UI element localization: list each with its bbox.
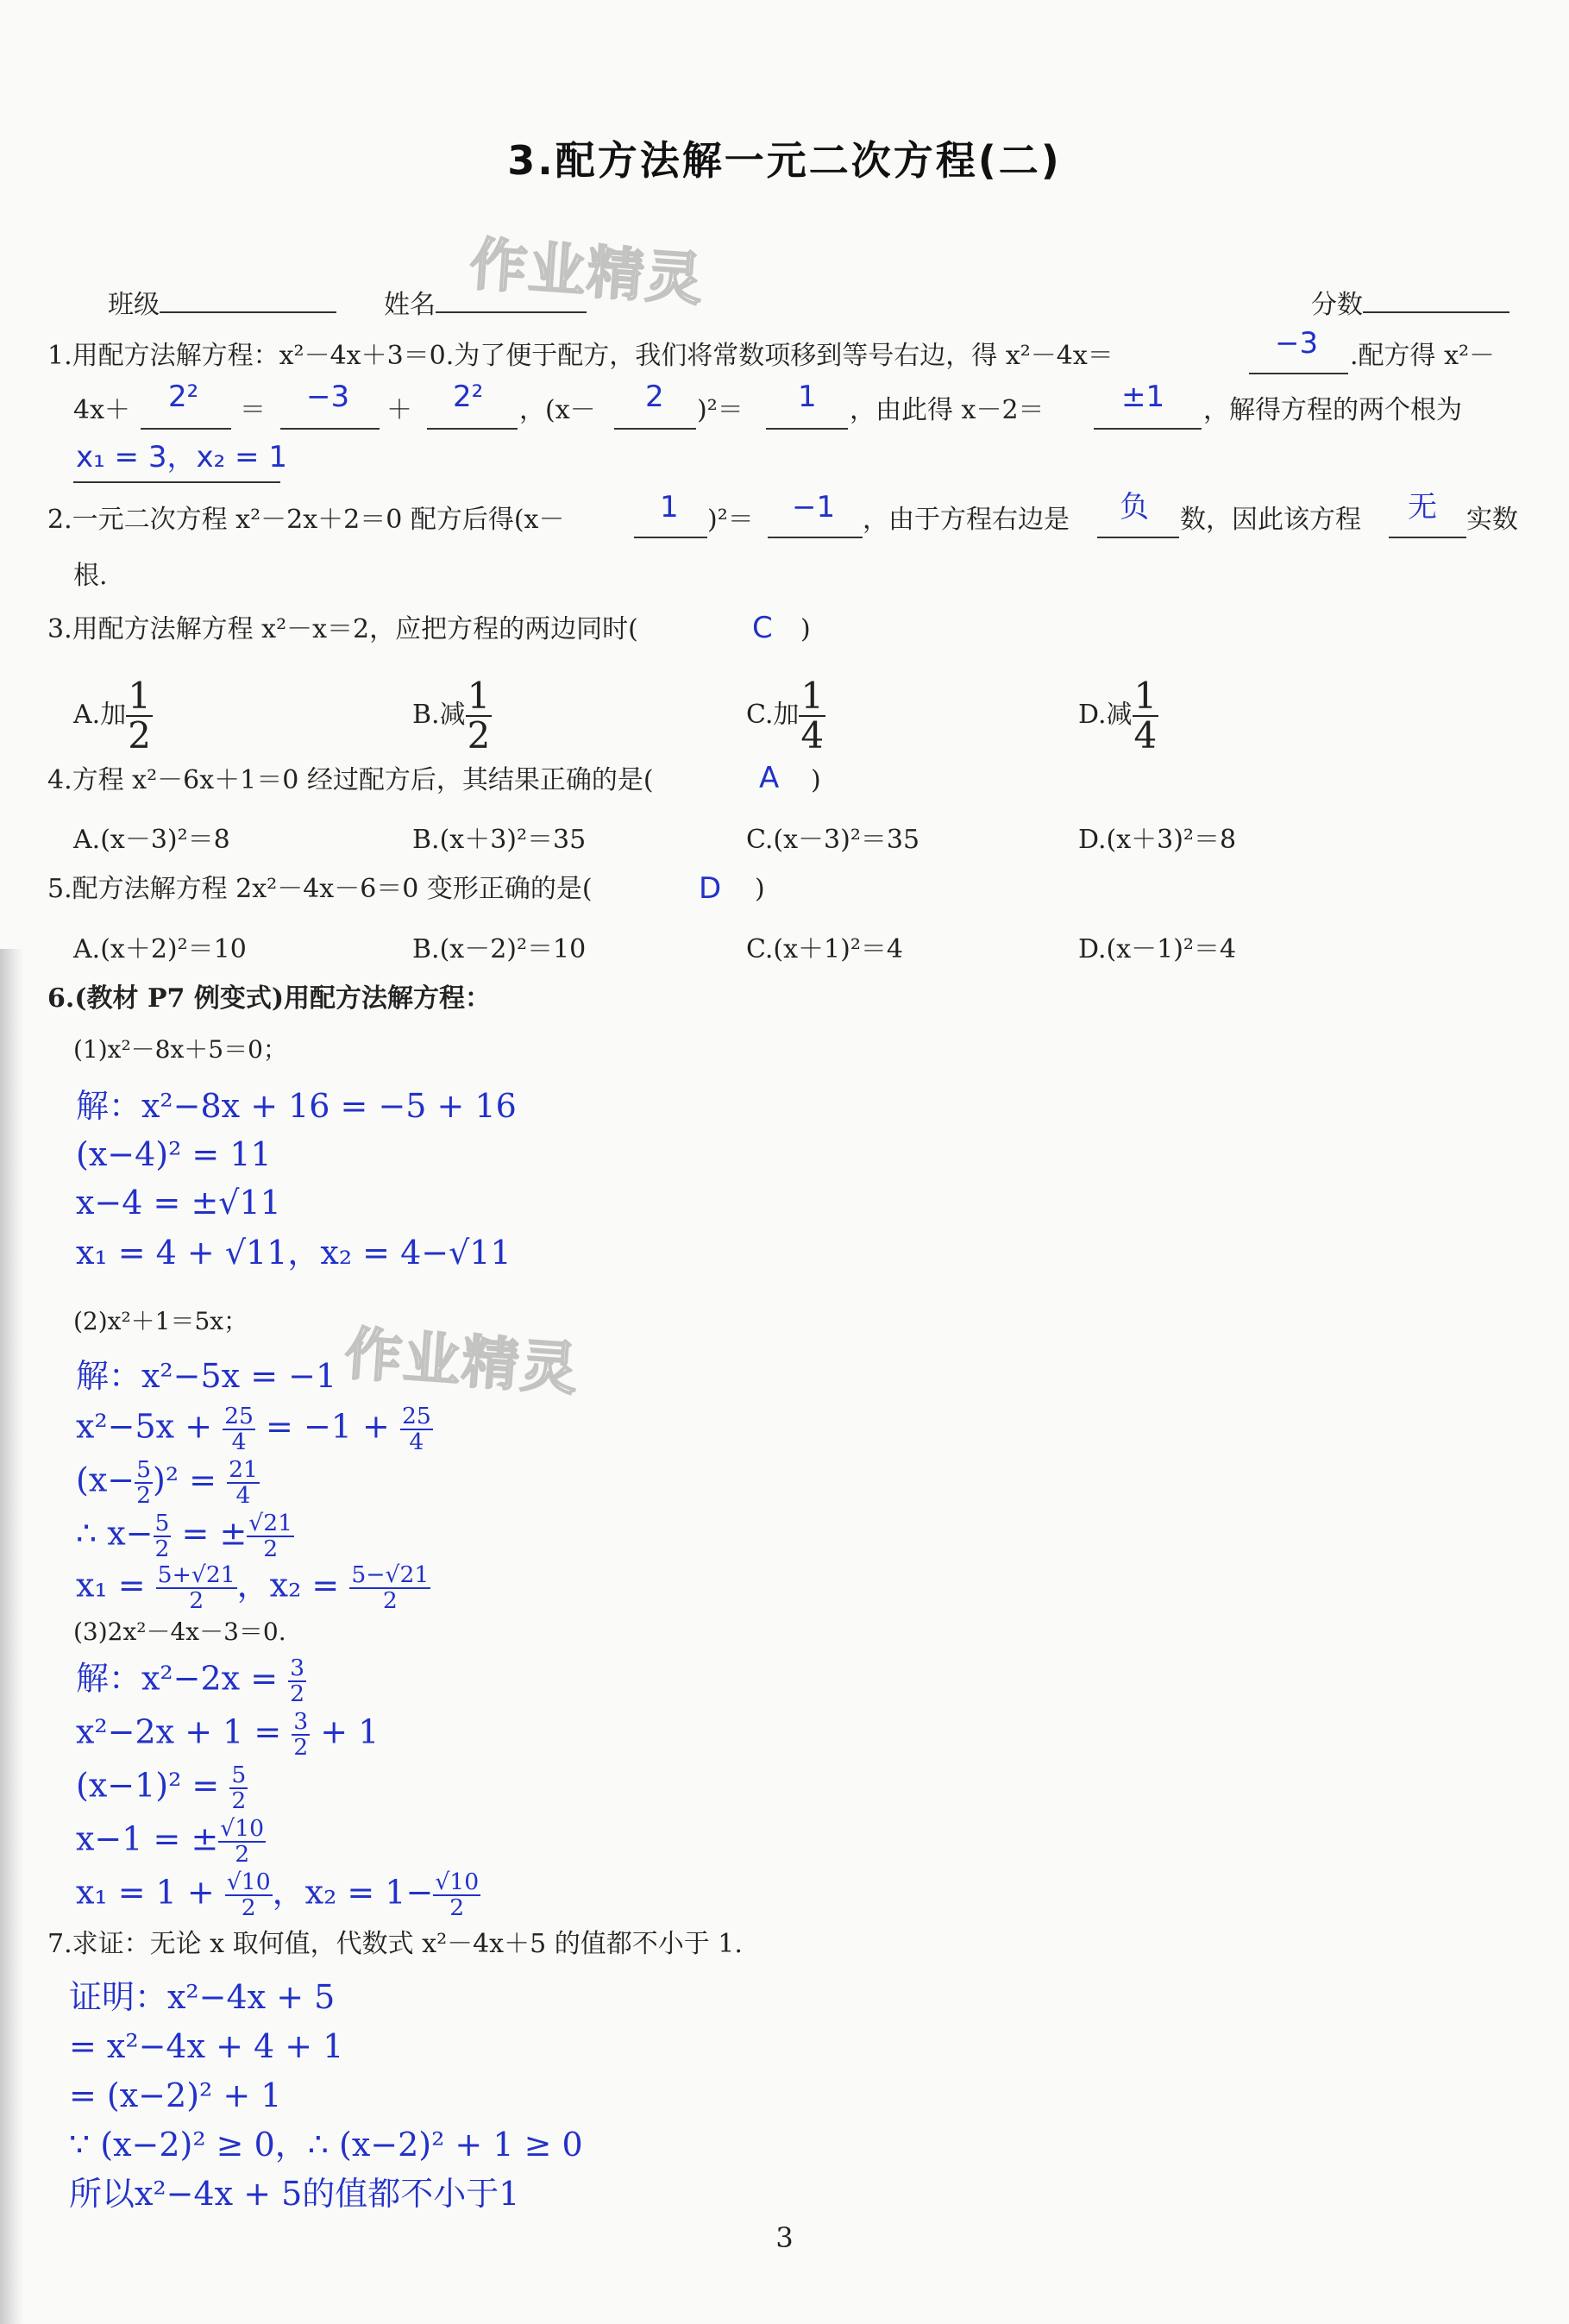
q1-blank1[interactable]	[1249, 373, 1348, 374]
q5-option-b: B.(x－2)²＝10	[412, 934, 587, 964]
q1-blank3[interactable]	[280, 428, 380, 430]
q6-s3-line4: x−1 = ± $\frac{√10}{2}$	[76, 1815, 265, 1868]
q1-blank2[interactable]	[141, 428, 231, 430]
q7-stem: 7.求证：无论 x 取何值，代数式 x²－4x＋5 的值都不小于 1.	[47, 1929, 743, 1959]
q1-blank7[interactable]	[1094, 428, 1202, 430]
name-label: 姓名	[384, 290, 436, 320]
q7-proof-line3: = (x−2)² + 1	[69, 2076, 282, 2114]
score-field	[1311, 283, 1509, 321]
q1-answer1: −3	[1275, 326, 1319, 361]
q3-option-d: D.减 $\frac{1}{4}$	[1078, 675, 1158, 757]
q1-answer2: 2²	[168, 380, 199, 414]
q4-option-a: A.(x－3)²＝8	[73, 825, 230, 855]
q1-line2d: ，(x－	[519, 395, 596, 425]
q7-proof-line1: 证明：x²−4x + 5	[69, 1978, 336, 2016]
q6-s1-line2: (x−4)² = 11	[76, 1135, 272, 1173]
q6-s3-line3: (x−1)² = $\frac{5}{2}$	[76, 1762, 247, 1814]
q6-s2-line5: x₁ = $\frac{5+√21}{2}$ ，x₂ = $\frac{5-√21}{2}$	[76, 1561, 430, 1614]
watermark: 作业精灵	[468, 230, 706, 314]
q6-s3-line5: x₁ = 1 + $\frac{√10}{2}$ ，x₂ = 1− $\frac{√10}{2}$	[76, 1869, 480, 1921]
q2-line1a: 2.一元二次方程 x²－2x＋2＝0 配方后得(x－	[47, 505, 565, 535]
q6-s1-line4: x₁ = 4 + √11，x₂ = 4−√11	[76, 1234, 511, 1272]
q5-stem-end: )	[755, 874, 765, 904]
class-blank[interactable]	[160, 289, 336, 313]
q4-answer: A	[759, 761, 780, 795]
q6-part3: (3)2x²－4x－3＝0.	[73, 1617, 286, 1646]
class-label: 班级	[108, 290, 160, 320]
q2-line1b: )²＝	[707, 505, 754, 535]
q6-s2-line2: x²−5x + $\frac{25}{4}$ = −1 + $\frac{25}{4}$	[76, 1403, 431, 1455]
q6-s3-line2: x²−2x + 1 = $\frac{3}{2}$ + 1	[76, 1708, 380, 1761]
q1-line2g: ，解得方程的两个根为	[1203, 395, 1462, 425]
q3-stem: 3.用配方法解方程 x²－x＝2，应把方程的两边同时(	[47, 614, 638, 644]
q3-option-a: A.加 $\frac{1}{2}$	[73, 675, 151, 757]
q6-s1-line3: x−4 = ±√11	[76, 1184, 281, 1222]
q5-option-a: A.(x＋2)²＝10	[73, 934, 247, 964]
class-field	[108, 283, 336, 321]
q1-answer6: 1	[798, 380, 817, 414]
q4-option-b: B.(x＋3)²＝35	[412, 825, 587, 855]
q4-stem: 4.方程 x²－6x＋1＝0 经过配方后，其结果正确的是(	[47, 765, 654, 795]
q3-stem-end: )	[800, 614, 811, 644]
q1-answer4: 2²	[453, 380, 484, 414]
q2-blank4[interactable]	[1389, 537, 1466, 538]
q7-proof-line5: 所以x²−4x + 5的值都不小于1	[69, 2175, 520, 2213]
q6-stem: 6.(教材 P7 例变式)用配方法解方程：	[47, 983, 492, 1014]
q7-proof-line2: = x²−4x + 4 + 1	[69, 2027, 344, 2065]
q1-blank5[interactable]	[614, 428, 696, 430]
page-title: 3.配方法解一元二次方程(二)	[507, 137, 1062, 184]
q3-option-c: C.加 $\frac{1}{4}$	[746, 675, 825, 757]
q2-answer3: 负	[1120, 490, 1149, 524]
q1-answer3: −3	[306, 380, 350, 414]
q5-answer: D	[699, 871, 722, 906]
q1-line2b: ＝	[240, 395, 266, 425]
q1-line2f: ，由此得 x－2＝	[850, 395, 1045, 425]
q1-blank6[interactable]	[766, 428, 848, 430]
q1-blank8[interactable]	[73, 481, 280, 483]
score-label: 分数	[1311, 290, 1363, 320]
watermark: 作业精灵	[342, 1320, 581, 1404]
q6-part2: (2)x²＋1＝5x；	[73, 1307, 248, 1335]
q1-answer5: 2	[645, 380, 664, 414]
q2-line1c: ，由于方程右边是	[863, 505, 1070, 535]
q2-answer4: 无	[1408, 490, 1437, 524]
score-blank[interactable]	[1363, 289, 1509, 313]
q2-answer2: −1	[792, 490, 836, 524]
q6-s2-line3: (x− $\frac{5}{2}$ )² = $\frac{21}{4}$	[76, 1456, 258, 1509]
q1-line2e: )²＝	[697, 395, 744, 425]
name-field	[384, 283, 587, 321]
q2-line1d: 数，因此该方程	[1180, 505, 1361, 535]
q2-blank3[interactable]	[1097, 537, 1179, 538]
q5-stem: 5.配方法解方程 2x²－4x－6＝0 变形正确的是(	[47, 874, 593, 904]
q1-line2c: ＋	[386, 395, 412, 425]
q4-option-c: C.(x－3)²＝35	[746, 825, 920, 855]
q6-part1: (1)x²－8x＋5＝0；	[73, 1035, 287, 1064]
q4-stem-end: )	[811, 765, 821, 795]
q5-option-d: D.(x－1)²＝4	[1078, 934, 1237, 964]
q6-s1-line1: 解：x²−8x + 16 = −5 + 16	[76, 1087, 517, 1125]
page-number: 3	[775, 2221, 794, 2254]
q2-blank2[interactable]	[768, 537, 863, 538]
q1-line2a: 4x＋	[73, 395, 131, 425]
q2-blank1[interactable]	[634, 537, 707, 538]
q3-answer: C	[752, 611, 773, 645]
q6-s3-line1: 解：x²−2x = $\frac{3}{2}$	[76, 1655, 305, 1707]
q3-option-b: B.减 $\frac{1}{2}$	[412, 675, 491, 757]
q2-line2: 根.	[73, 561, 108, 591]
q5-option-c: C.(x＋1)²＝4	[746, 934, 903, 964]
binding-shadow	[0, 949, 24, 2324]
q2-line1e: 实数	[1466, 505, 1518, 535]
q4-option-d: D.(x＋3)²＝8	[1078, 825, 1237, 855]
q1-answer7: ±1	[1121, 380, 1165, 414]
q1-line1-end: .配方得 x²－	[1350, 341, 1496, 371]
q2-answer1: 1	[660, 490, 679, 524]
q6-s2-line4: ∴ x− $\frac{5}{2}$ = ± $\frac{√21}{2}$	[76, 1510, 293, 1562]
q7-proof-line4: ∵ (x−2)² ≥ 0，∴ (x−2)² + 1 ≥ 0	[69, 2126, 583, 2164]
q1-line1: 1.用配方法解方程：x²－4x＋3＝0.为了便于配方，我们将常数项移到等号右边，得 x²－4x＝	[47, 341, 1114, 371]
name-blank[interactable]	[436, 289, 587, 313]
q1-answer-roots: x₁ = 3，x₂ = 1	[76, 440, 287, 474]
q1-blank4[interactable]	[427, 428, 518, 430]
q6-s2-line1: 解：x²−5x = −1	[76, 1357, 337, 1395]
